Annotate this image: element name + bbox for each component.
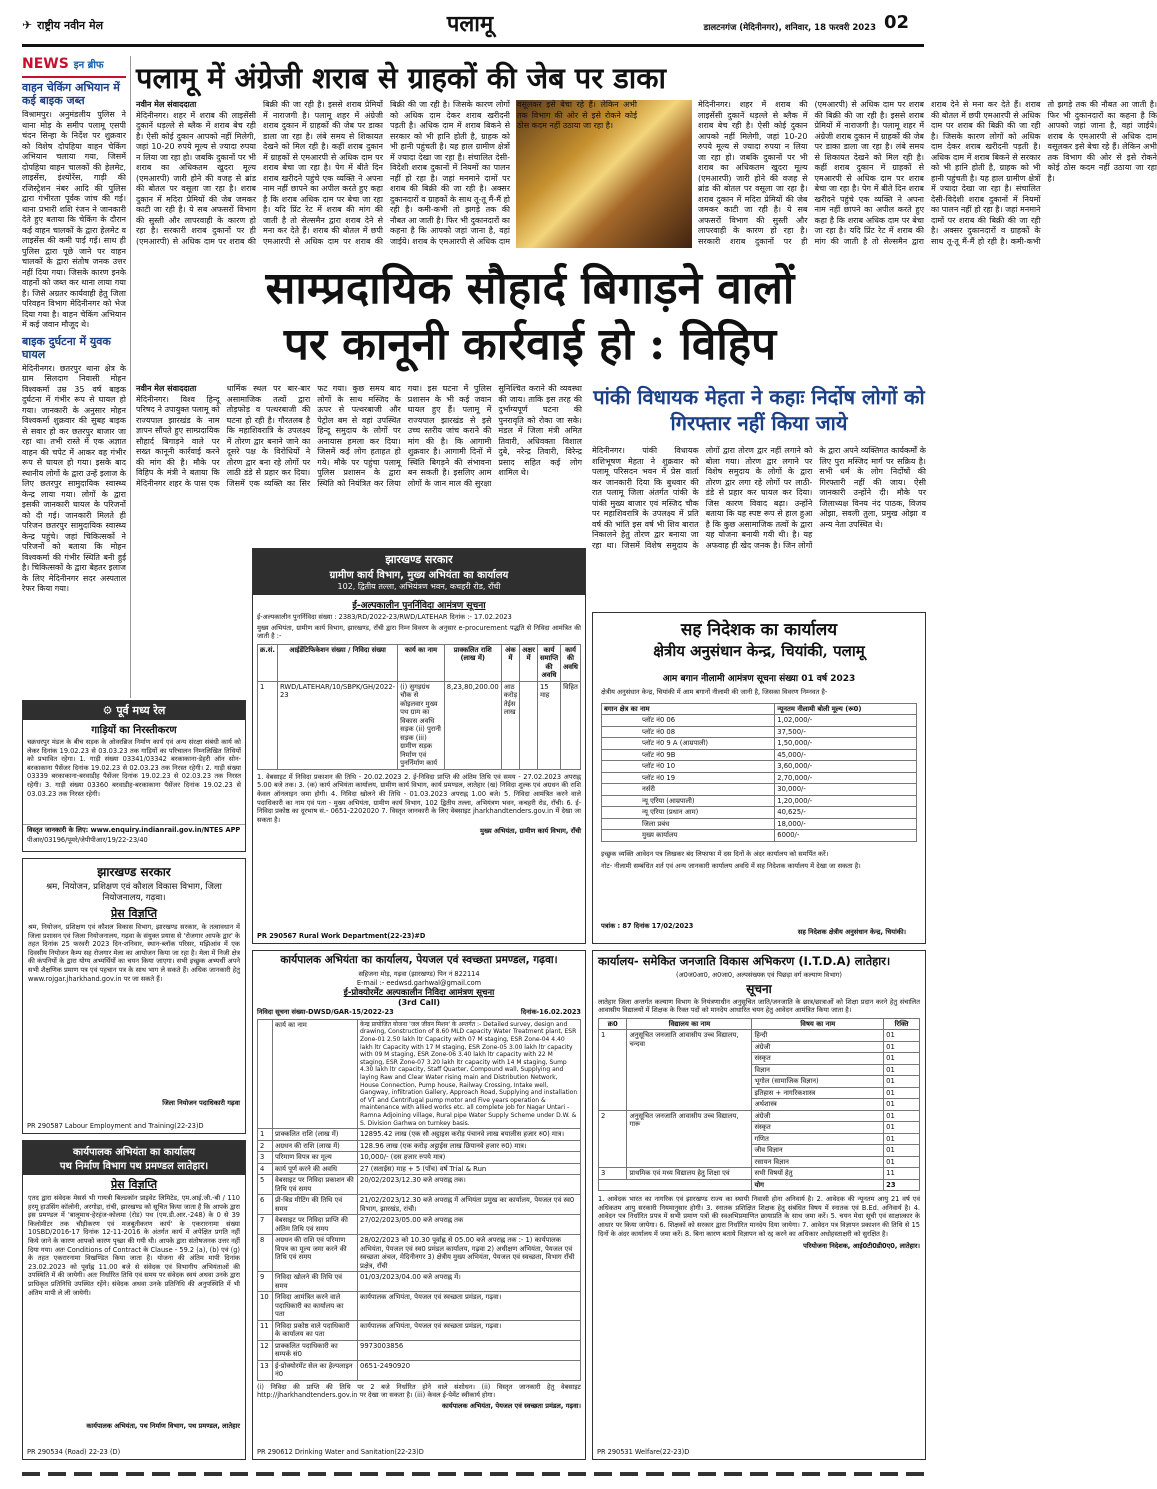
table-row: गणित 01 <box>599 1133 920 1145</box>
railway-body: चक्रधरपुर मंडल के बीच सड़क के ओवरब्रिज निर्माण कार्य एवं अन्य संरक्षा संबंधी कार्य को लेकर दिनांक 19.02.23 से 03.03.23 तक गाड़ियों का परिचालन निम्नलिखित तिथियों को प्रभावित रहेगा। 1. गाड़ी संख्या 03341/03342 बरकाकाना-डेहरी ऑन सोन-बरकाकाना पैसेंजर दिनांक 19.02.23 से 02.03.23 तक निरस्त रहेगी। 2. गाड़ी संख्या 03339 बरकाकाना-बरवाडीह पैसेंजर दिनांक 19.02.23 से 02.03.23 तक निरस्त रहेगी। 3. गाड़ी संख्या 03360 बरवाडीह-बरकाकाना पैसेंजर दिनांक 19.02.23 से 03.03.23 तक निरस्त रहेगी। <box>27 738 241 798</box>
drinking-table <box>257 1019 581 1381</box>
railway-notice <box>22 700 246 852</box>
table-row: 1 अनुसूचित जनजाति आवासीय उच्च विद्यालय, चन्दवा हिन्दी 01 <box>599 1030 920 1042</box>
table-row: संस्कृत 01 <box>599 1053 920 1065</box>
mehta-story <box>592 446 926 602</box>
drinking-ref-right: दिनांक-16.02.2023 <box>520 1008 581 1017</box>
table-row: 8 अग्रधन की राशि एवं परिमाण विपत्र का मूल्य जमा करने की तिथि एवं समय 28/02/2023 को 10.30 पूर्वाह्न से 05.00 बजे अपराह्न तक :- 1) कार्यपालक अभियंता, पेयजल एवं स्व0 प्रमंडल कार्यालय, गढ़वा 2) अधीक्षण अभियंता, पेयजल एवं स्वच्छता अंचल, मेदिनीनगर 3) क्षेत्रीय मुख्य अभियंता, पेयजल एवं स्वच्छता, विभाग राँची प्रक्षेत्र, राँची <box>258 1235 581 1272</box>
chiyanki-title1: सह निदेशक का कार्यालय <box>680 620 838 640</box>
road-pr: PR 290534 (Road) 22-23 (D) <box>27 1448 121 1457</box>
footer-rule <box>22 1472 924 1476</box>
itda-body: 1. आवेदक भारत का नागरिक एवं झारखण्ड राज्य का स्थायी निवासी होना अनिवार्य है। 2. आवेदक की न्यूनतम आयु 21 वर्ष एवं अधिकतम आयु सरकारी नियमानुसार होगी। 3. स्नातक प्रशिक्षित शिक्षक हेतु संबंधित विषय में स्नातक एवं B.Ed. अनिवार्य है। 4. आवेदन पत्र निर्धारित प्रपत्र में सभी प्रमाण पत्रों की स्वअभिप्रमाणित छायाप्रति के साथ जमा करें। 5. चयन मेधा सूची एवं साक्षात्कार के आधार पर किया जायेगा। 6. शिक्षकों को सरकार द्वारा निर्धारित मानदेय दिया जायेगा। 7. आवेदन पत्र विज्ञापन प्रकाशन की तिथि से 15 दिनों के अंदर कार्यालय में जमा करें। 8. बिना कारण बताये विज्ञापन को रद्द करने का अधिकार अधोहस्ताक्षरी को सुरक्षित है। <box>598 1195 920 1238</box>
brief-story2-body: मेदिनीनगर। छतरपुर थाना क्षेत्र के ग्राम सिलदाग निवासी मोहन विश्वकर्मा उम्र 35 वर्ष बाइक दुर्घटना में गंभीर रूप से घायल हो गया। जानकारी के अनुसार मोहन विश्वकर्मा शुक्रवार की सुबह बाइक से सवार हो कर छतरपुर बाजार जा रहा था। तभी रास्ते में एक अज्ञात वाहन की चपेट में आकर वह गंभीर रूप से घायल हो गया। इसके बाद स्थानीय लोगों के द्वारा उन्हें इलाज के लिए छतरपुर सामुदायिक स्वास्थ्य केन्द्र लाया गया। लोगों के द्वारा इसकी जानकारी घायल के परिजनों को दी गई। जानकारी मिलते ही परिजन छतरपुर सामुदायिक स्वास्थ्य केन्द्र पहुंचे। जहां चिकित्सकों ने परिजनों को बताया कि मोहन विश्वकर्मा की गंभीर स्थिति बनी हुई है। चिकित्सकों के द्वारा बेहतर इलाज के लिए मेदिनीनगर सदर अस्पताल रेफर किया गया। <box>22 363 126 593</box>
mehta-headline: पांकी विधायक मेहता ने कहाः निर्दोष लोगों को गिरफ्तार नहीं किया जाये <box>593 385 925 435</box>
liquor-headline: पलामू में अंग्रेजी शराब से ग्राहकों की जेब पर डाका <box>136 61 667 95</box>
bird-icon: ✈ <box>22 18 33 32</box>
rural-tender-sign: मुख्य अभियंता, ग्रामीण कार्य विभाग, राँची <box>480 827 581 836</box>
mehta-body: मेदिनीनगर। पांकी विधायक शशिभूषण मेहता ने शुक्रवार को पलामू परिसदन भवन में प्रेस वार्ता कर जानकारी दिया कि बुधवार की रात पलामू जिला अंतर्गत पांकी के पांकी मुख्य बाजार एवं मस्जिद चौक पर महाशिवरात्रि के उपलक्ष्य में प्रति वर्ष की भांति इस वर्ष भी शिव बारात निकालने हेतु तोरण द्वार बनाया जा रहा था। जिसमें विशेष समुदाय के लोगों द्वारा तोरण द्वार नहीं लगाने को बोला गया। तोरण द्वार लगाने पर विशेष समुदाय के लोगों के द्वारा तोरण द्वार लगा रहे लोगों पर लाठी-डंडे से प्रहार कर घायल कर दिया। जिस कारण विवाद बढ़ा। उन्होंने बताया कि यह स्पष्ट रूप से हाल हुआ है कि कुछ असामाजिक तत्वों के द्वारा यह योजना बनायी गयी थी। है। यह अफवाह ही खेद जनक है। जिन लोगों के द्वारा अपने व्यक्तिगत कार्यकर्मों के लिए पुरा मस्जिद मार्ग पर सक्रिय है। सभी धर्म के लोग निर्दोषों की गिरफ्तारी नहीं की जाय। ऐसी जानकारी उन्होंने दी। मौके पर जिलाध्यक्ष विनय नंद पाठक, विजय ओझा, सवली तुला, प्रमुख ओझा व अन्य नेता उपस्थित थे। <box>592 446 926 550</box>
table-row: 2 अग्रधन की राशि (लाख में) 128.96 लाख (एक करोड़ अट्ठाईस लाख छियानवे हजार रु0) मात्र। <box>258 1140 581 1152</box>
chiyanki-title2: क्षेत्रीय अनुसंधान केन्द्र, चियांकी, पलामू <box>653 642 865 660</box>
rural-tender-title3: 102, द्वितीय तल्ला, अभियंत्रण भवन, कचहरी रोड, राँची <box>337 582 501 591</box>
drinking-email: E-mail :- eedwsd.garhwal@gmail.com <box>356 978 482 987</box>
table-row: कार्य का नाम केन्द्र प्रायोजित योजना 'जल जीवन मिशन' के अन्तर्गत :- Detailed survey, design and drawing, Construction of 8.60 MLD capacity Water Treatment plant, ESR Zone-01 2.50 lakh ltr Capacity with 07 M staging, ESR Zone-04 4.40 lakh ltr Capacity with 17 M staging, ESR Zone-05 3.00 lakh ltr capacity with 09 M staging, ESR Zone-06 3.40 lakh ltr capacity with 22 M staging, ESR Zone-07 3.20 lakh ltr capacity with 14 M staging, Sump 4.30 lakh ltr capacity, Staff Quarter, Compound wall, Supplying and laying Raw and Clear Water rising main and Distribution Network, House Connection, Pump house, Railway Crossing, Intake well, Gangway, infiltration Gallery, Approach Road, Supplying and installation of VT and Centrifugal pump motor and Five years operation & maintenance with allied works etc. all complete job for Nagar Untari - Ramna Adjoining village, Rural pipe Water Supply Scheme under D.W. & S. Division Garhwa on turnkey basis. <box>258 1019 581 1128</box>
drinking-water-tender <box>252 950 586 1460</box>
liquor-story <box>136 100 1157 250</box>
masthead-logo: ✈ राष्ट्रीय नवीन मेल <box>22 18 104 32</box>
column-divider <box>130 56 131 698</box>
table-row: प्लॉट नं0 9 A (आम्रपाली) 1,50,000/- <box>602 738 917 750</box>
table-row: 9 निविदा खोलने की तिथि एवं समय 01/03/2023/04.00 बजे अपराह्न में। <box>258 1272 581 1292</box>
railway-logo-icon: ⚙ <box>102 704 113 717</box>
itda-intro: लातेहार जिला अन्तर्गत कल्याण विभाग के नियंत्रणाधीन अनुसूचित जाति/जनजाति के छात्र/छात्राओं को शिक्षा प्रदान करने हेतु संचालित आवासीय विद्यालयों में शिक्षक के रिक्त पदों को मानदेय आधारित चयन हेतु आवेदन आमंत्रित किया जाता है। <box>598 997 920 1015</box>
rural-tender-ref: ई-अल्पकालीन पुनर्निविदा संख्या : 2383/RD/2022-23/RWD/LATEHAR दिनांक :- 17.02.2023 <box>257 613 512 621</box>
table-row: 13 ई-प्रोक्योरमेंट सेल का हेल्पलाइन नं0 0651-2490920 <box>258 1360 581 1380</box>
table-row: प्लॉट नं0 08 37,500/- <box>602 726 917 738</box>
table-row: 4 कार्य पूर्ण करने की अवधि 27 (सताईस) माह + 5 (पाँच) वर्ष Trial & Run <box>258 1163 581 1175</box>
table-row: 1 RWD/LATEHAR/10/SBPK/GH/2022-23 (i) सुगड़ग्रंथ चौक से कोइलवार मुख्य पथ ग्राम का विकास अवधि सड़क (ii) पुरानी सड़क (iii) ग्रामीण सड़क निर्माण एवं पुनर्निर्माण कार्य 8,23,80,200.00 आठ करोड़ तेईस लाख 15 माह विहित <box>258 681 581 769</box>
drinking-address: सहिजना मोड़, गढ़वा (झारखण्ड) पिन नं 822114 <box>358 970 480 978</box>
itda-table <box>598 1018 920 1192</box>
road-body: एतद द्वारा संवेदक मेसर्स भी गायत्री बिल्डकॉन प्राइवेट लिमिटेड, एम.आई.जी.-बी / 110 हरमू हाउसिंग कॉलोनी, अरगोड़ा, रांची, झारखण्ड को सूचित किया जाता है कि आपके द्वारा इस प्रमण्डल में 'बालूमाथ-हेरहंज-कोलमा (रोड) पथ (एम.डी.आर.-248) के 0 से 39 किलोमीटर तक चौड़ीकरण एवं मजबूतीकरण कार्य' के एकरारनामा संख्या 10SBD/2016-17 दिनांक 12-11-2016 के अंतर्गत कार्य में अपेक्षित प्रगति नहीं किये जाने के कारण आपको कारण पृच्छा की गयी थी। आपके द्वारा संतोषजनक उत्तर नहीं दिया गया। अतः Conditions of Contract के Clause - 59.2 (a), (b) एवं (g) के तहत एकरारनामा विखण्डित किया जाता है। योजना की अंतिम मापी दिनांक 23.02.2023 को पूर्वाह्न 11.00 बजे से संवेदक एवं विभागीय अभियंताओं की उपस्थिति में की जायेगी। अतः निर्धारित तिथि एवं समय पर संवेदक स्वयं अथवा उनके द्वारा प्राधिकृत प्रतिनिधि उपस्थित रहेंगे। संवेदक अथवा उनके प्रतिनिधि की अनुपस्थिति में भी अंतिम मापी ले ली जायेगी। <box>28 1194 240 1297</box>
table-row: विज्ञान 01 <box>599 1064 920 1076</box>
brief-story1-title: वाहन चेकिंग अभियान में कई बाइक जब्त <box>22 81 120 107</box>
labour-pr: PR 290587 Labour Employment and Training(22-23)D <box>27 1122 204 1131</box>
labour-title1: झारखण्ड सरकार <box>97 865 171 879</box>
table-row: प्लॉट नं0 9B 45,000/- <box>602 749 917 761</box>
dateline: डालटनगंज (मेदिनीनगर), शनिवार, 18 फरवरी 2023 <box>703 23 876 33</box>
table-header-row: बगान क्षेत्र का नाम न्यूनतम नीलामी बोली मूल्य (रू0) <box>602 703 917 715</box>
rural-tender-title2: ग्रामीण कार्य विभाग, मुख्य अभियंता का कार्यालय <box>329 570 509 581</box>
table-row: जिला प्रबंध 18,000/- <box>602 818 917 830</box>
brief-story1-body: विश्रामपुर। अनुमंडलीय पुलिस ने थाना मोड़ के समीप पलामू एसपी चंदन सिन्हा के निर्देश पर शुक्रवार को विशेष दोपहिया वाहन चेकिंग अभियान चलाया गया, जिसमें दोपहिया वाहन चालकों की हेलमेट, लाइसेंस, इंश्योरेंस, गाड़ी की रजिस्ट्रेशन नंबर आदि की पुलिस द्वारा गंभीरता पूर्वक जांच की गई। थाना प्रभारी शशि रंजन ने जानकारी देते हुए बताया कि चेकिंग के दौरान कई वाहन चालकों के द्वारा हेलमेट व लाइसेंस की कमी पाई गई। साथ ही पुलिस द्वारा पूछे जाने पर वाहन चालकों के द्वारा संतोष जनक उत्तर नहीं दिया गया। जिसके कारण इनके वाहनों को जब्त कर थाना लाया गया है। जिसे अग्रतर कार्यवाही हेतु जिला परिवहन विभाग मेदिनीनगर को भेज दिया गया है। वाहन चेकिंग अभियान में कई जवान मौजूद थे। <box>22 110 126 329</box>
itda-pr: PR 290531 Welfare(22-23)D <box>597 1448 690 1457</box>
itda-notice <box>592 950 926 1460</box>
brief-rule <box>22 76 126 78</box>
table-row: मुख्य कार्यालय 6000/- <box>602 830 917 842</box>
liquor-byline: नवीन मेल संवाददाता <box>136 100 197 109</box>
chiyanki-table-body <box>602 715 917 842</box>
table-row: न्यू एरिया (आम्रपाली) 1,20,000/- <box>602 795 917 807</box>
vhp-body: मेदिनीनगर। विश्व हिन्दू परिषद ने उपायुक्त पलामू को राज्यपाल झारखंड के नाम ज्ञापन सौंपते हुए साम्प्रदायिक सौहार्द बिगाड़ने वाले पर सख्त कानूनी कार्रवाई करने की मांग की है। मौके पर विहिप के मंत्री ने बताया कि मेदिनीनगर शहर के पास एक धार्मिक स्थल पर बार-बार असामाजिक तत्वों द्वारा तोड़फोड़ व पत्थरबाजी की घटना हो रही है। गौरतलब है कि महाशिवरात्रि के उपलक्ष्य में तोरण द्वार बनाने जाने का दूसरे पक्ष के विरोधियों ने तोरण द्वार बना रहे लोगों पर लाठी डंडे से प्रहार कर दिया। जिसमें एक व्यक्ति का सिर फट गया। कुछ समय बाद लोगों के साथ मस्जिद के ऊपर से पत्थरबाजी और पेट्रोल बम से वहां उपस्थित हिन्दू समुदाय के लोगों पर अनायास हमला कर दिया। जिसमें कई लोग हताहत हो गये। मौके पर पहुंचा पलामू पुलिस प्रशासन के द्वारा स्थिति को नियंत्रित कर लिया गया। इस घटना में पुलिस प्रशासन के भी कई जवान घायल हुए हैं। पलामू में राज्यपाल झारखंड से इसे उच्च स्तरीय जांच कराने की मांग की है। कि आगामी शुक्रवार है। आगामी दिनों में स्थिति बिगड़ने की संभावना बन सकती है। इसलिए आम लोगों के जान माल की सुरक्षा सुनिश्चित कराने की व्यवस्था की जाय। ताकि इस तरह की दुर्भाग्यपूर्ण घटना की पुनरावृति को रोका जा सके। मंडल में जिला मंत्री अमित तिवारी, अधिवक्ता विशाल दुबे, नरेन्द्र तिवारी, विरेन्द्र प्रसाद सहित कई लोग शामिल थे। <box>136 384 582 488</box>
rural-tender-title1: झारखण्ड सरकार <box>385 553 453 566</box>
labour-subtitle: प्रेस विज्ञप्ति <box>110 907 158 920</box>
drinking-call: (3rd Call) <box>397 998 441 1008</box>
liquor-body-continued: मेदिनीनगर। शहर में शराब की लाइसेंसी दुकानें धड़ल्ले से ब्लैक में शराब बेच रही है। ऐसी कोई दुकान आपको नहीं मिलेगी, जहां 10-20 रुपये मूल्य से ज्यादा रुपया न लिया जा रहा हो। जबकि दुकानों पर भी शराब का अधिकतम खुदरा मूल्य (एमआरपी) जारी होने की वजह से ब्रांड की बोतल पर वसूला जा रहा है। शराब दुकान में मदिरा प्रेमियों की जेब जमकर काटी जा रही है। ये सब अफसरों विभाग की सुस्ती और लापरवाही के कारण हो रहा है। सरकारी शराब दुकानों पर ही (एमआरपी) से अधिक दाम पर शराब की बिक्री की जा रही है। इससे शराब प्रेमियों में नाराजगी है। पलामू शहर में अंग्रेजी शराब दुकान में ग्राहकों की जेब पर डाका डाला जा रहा है। लंबे समय से शिकायत देखने को मिल रही है। कहीं शराब दुकान में ग्राहकों से एमआरपी से अधिक दाम पर शराब बेचा जा रहा है। पेग में बीते दिन शराब खरीदने पहुंचे एक व्यक्ति ने अपना नाम नहीं छापने का अपील करते हुए कहा है कि शराब अधिक दाम पर बेचा जा रहा है। यदि प्रिंट रेट में शराब की मांग की जाती है तो सेल्समैन द्वारा शराब देने से मना कर देते हैं। शराब की बोतल में छपी एमआरपी से अधिक दाम पर शराब की बिक्री की जा रही है। जिसके कारण लोगों को अधिक दाम देकर शराब खरीदनी पड़ती है। अधिक दाम में शराब बिकने से सरकार को भी हानि होती है, ग्राहक को भी हानी पहुंचती है। यह हाल ग्रामीण क्षेत्रों में ज्यादा देखा जा रहा है। संचालित देसी-विदेशी शराब दुकानों में नियमों का पालन नहीं हो रहा है। जहां मनमाने दामों पर शराब की बिक्री की जा रही है। अक्सर दुकानदारों व ग्राहकों के साथ तू-तू मैं-मैं हो रही है। कमी-कभी तो झगड़े तक की नौबत आ जाती है। फिर भी दुकानदारों का कहना है कि आपको जहां जाना है, वहां जाईये। शराब के एमआरपी से अधिक दाम वसूलकर इसे बेचा रहे हैं। लेकिन अभी तक विभाग की ओर से इसे रोकने कोई ठोस कदम नहीं उठाया जा रहा है। <box>698 100 1157 246</box>
table-total-row: योग 23 <box>599 1179 920 1191</box>
table-row: 3 परिमाण विपत्र का मूल्य 10,000/- (दस हजार रुपये मात्र) <box>258 1152 581 1164</box>
masthead-rule <box>22 44 924 47</box>
vhp-headline-line1: साम्प्रदायिक सौहार्द बिगाड़ने वालों <box>265 263 795 314</box>
drinking-pr: PR 290612 Drinking Water and Sanitation(22-23)D <box>257 1448 424 1457</box>
table-row: इतिहास + नागरिकशास्त्र 01 <box>599 1087 920 1099</box>
rural-tender-pr: PR 290567 Rural Work Department(22-23)#D <box>257 932 426 941</box>
section-title: पलामू <box>446 11 494 37</box>
table-row: 12 प्राक्कलित पदाधिकारी का सम्पर्क सं0 9973003856 <box>258 1340 581 1360</box>
table-row: 7 वेबसाइट पर निविदा प्राप्ति की अंतिम तिथि एवं समय 27/02/2023/05.00 बजे अपराह्न तक <box>258 1215 581 1235</box>
vhp-story <box>136 384 582 544</box>
drinking-notice-title: ई-प्रोक्योरमेंट अल्पकालीन निविदा आमंत्रण सूचना <box>343 988 495 999</box>
table-row: 6 प्री-बिड मीटिंग की तिथि एवं समय 21/02/2023/12.30 बजे अपराह्न में अभियंता प्रमुख का कार्यालय, पेयजल एवं स्व0 विभाग, झारखंड, रांची। <box>258 1195 581 1215</box>
table-row: 3 प्राथमिक एवं मध्य विद्यालय हेतु शिक्षा एवं सभी विषयों हेतु 11 <box>599 1168 920 1180</box>
chiyanki-body: इच्छुक व्यक्ति आवेदन पत्र लिखकर बंद लिफाफा में दस दिनों के अंदर कार्यालय को समर्पित करें। <box>601 849 829 858</box>
itda-title: कार्यालय- समेकित जनजाति विकास अभिकरण (I.T.D.A) लातेहार। <box>598 954 891 968</box>
table-row: 11 निविदा प्रकोष्ठ वाले पदाधिकारी के कार्यालय का पता कार्यपालक अभियंता, पेयजल एवं स्वच्छता प्रमंडल, गढ़वा। <box>258 1320 581 1340</box>
table-row: प्लॉट नं0 19 2,70,000/- <box>602 772 917 784</box>
road-subtitle: प्रेस विज्ञप्ति <box>110 1178 158 1191</box>
labour-press-release <box>22 858 246 1134</box>
news-brief-label: NEWS इन ब्रीफ <box>22 56 104 72</box>
table-row: भूगोल (सामाजिक विज्ञान) 01 <box>599 1076 920 1088</box>
table-row: 10 निविदा आमंत्रित करने वाले पदाधिकारी का कार्यालय का पता कार्यपालक अभियंता, पेयजल एवं स्वच्छता प्रमंडल, गढ़वा। <box>258 1292 581 1321</box>
table-header-row: क्र0 विद्यालय का नाम विषय का नाम रिक्ति <box>599 1018 920 1030</box>
itda-sub: (अ0ज0आ0, अ0जा0, अल्पसंख्यक एवं पिछड़ा वर्ग कल्याण विभाग) <box>676 971 842 979</box>
rural-tender-notes: 1. वेबसाइट में निविदा प्रकाशन की तिथि - 20.02.2023 2. ई-निविदा प्राप्ति की अंतिम तिथि एवं समय - 27.02.2023 अपराह्न 5.00 बजे तक। 3. (क) कार्य अभियंता कार्यालय, ग्रामीण कार्य विभाग, कार्य प्रमण्डल, लातेहार (ख) निविदा शुल्क एवं अग्रधन की राशि केवल ऑनलाइन जमा होगी। 4. निविदा खोलने की तिथि - 01.03.2023 अपराह्न 1.00 बजे। 5. निविदा आमंत्रित करने वाले पदाधिकारी का नाम एवं पता - मुख्य अभियंता, ग्रामीण कार्य विभाग, 102 द्वितीय तल्ला, अभियंत्रण भवन, कचहरी रोड, राँची। 6. ई-निविदा प्रकोष्ठ का दूरभाष सं.- 0651-2202020 7. विस्तृत जानकारी के लिए वेबसाइट jharkhandtenders.gov.in में देखा जा सकता है। <box>257 772 581 824</box>
rural-tender-notice-title: ई-अल्पकालीन पुनर्निविदा आमंत्रण सूचना <box>352 601 486 611</box>
table-row: नर्सरी 30,000/- <box>602 784 917 796</box>
drinking-table-body <box>258 1129 581 1381</box>
table-row: 1 प्राक्कलित राशि (लाख में) 12895.42 लाख (एक सौ अट्ठाइस करोड़ पंचानवे लाख बयालीस हजार रु0) मात्र। <box>258 1129 581 1141</box>
vhp-byline: नवीन मेल संवाददाता <box>136 384 197 393</box>
labour-body: श्रम, नियोजन, प्रशिक्षण एवं कौशल विकास विभाग, झारखण्ड सरकार, के तत्वावधान में जिला प्रशासन एवं जिला नियोजनालय, गढ़वा के संयुक्त प्रयास से 'रोजगार आपके द्वार' के तहत दिनांक 25 फरवरी 2023 दिन-शनिवार, स्थान-ब्लॉक परिसर, मझिआंव में एक दिवसीय नियोजन कैम्प सह रोजगार मेला का आयोजन किया जा रहा है। मेला में निजी क्षेत्र की कंपनियों के द्वारा योग्य अभ्यर्थियों का चयन किया जाएगा। सभी इच्छुक अभ्यर्थी अपने सभी शैक्षणिक प्रमाण पत्र एवं पहचान पत्र के साथ भाग ले सकते हैं। अधिक जानकारी हेतु www.rojgar.jharkhand.gov.in पर जा सकते हैं। <box>28 923 240 983</box>
table-row: संस्कृत 01 <box>599 1122 920 1134</box>
road-title2: पथ निर्माण विभाग पथ प्रमण्डल लातेहार। <box>59 1161 209 1172</box>
table-row: जीव विज्ञान 01 <box>599 1145 920 1157</box>
chiyanki-sign: सह निदेशक क्षेत्रीय अनुसंधान केन्द्र, चियांकी। <box>797 928 907 937</box>
drinking-title: कार्यपालक अभियंता का कार्यालय, पेयजल एवं स्वच्छता प्रमण्डल, गढ़वा। <box>280 954 558 966</box>
table-row: प्लॉट नं0 06 1,02,000/- <box>602 715 917 727</box>
chiyanki-auction-notice <box>592 612 926 944</box>
table-row: न्यू एरिया (प्रधान आम) 40,625/- <box>602 807 917 819</box>
vhp-headline-line2: पर कानूनी कार्रवाई हो : विहिप <box>283 319 777 370</box>
rural-tender-table <box>257 644 581 770</box>
road-sign: कार्यपालक अभियंता, पथ निर्माण विभाग, पथ प्रमण्डल, लातेहार <box>86 1422 240 1430</box>
chiyanki-patrank: पत्रांक : 87 दिनांक 17/02/2023 <box>601 922 694 931</box>
table-row: 5 वेबसाइट पर निविदा प्रकाशन की तिथि एवं समय 20/02/2023/12.30 बजे अपराह्न तक। <box>258 1175 581 1195</box>
brief-story2-title: बाइक दुर्घटना में युवक घायल <box>22 334 111 361</box>
table-row: अंग्रेजी 01 <box>599 1041 920 1053</box>
labour-sign: जिला नियोजन पदाधिकारी गढ़वा <box>162 1099 240 1107</box>
railway-code: पीआर/03196/पूमरे/जेपीपीआर/19/22-23/40 <box>27 835 148 844</box>
chiyanki-note: नोट- नीलामी सम्बंधित शर्त एवं अन्य जानकारी कार्यालय अवधि में सह निदेशक कार्यालय में देखा जा सकता है। <box>601 862 861 871</box>
labour-title2: श्रम, नियोजन, प्रशिक्षण एवं कौशल विकास विभाग, जिला नियोजनालय, गढ़वा। <box>46 882 222 903</box>
chiyanki-notice: आम बगान नीलामी आमंत्रण सूचना संख्या 01 वर्ष 2023 <box>662 674 856 684</box>
news-brief-column <box>22 56 126 698</box>
table-row: रसायन विज्ञान 01 <box>599 1156 920 1168</box>
table-row: 2 अनुसूचित जनजाति आवासीय उच्च विद्यालय, गारू अंग्रेजी 01 <box>599 1110 920 1122</box>
chiyanki-intro: क्षेत्रीय अनुसंधान केन्द्र, चियांकी में आम बगानों नीलामी की जानी है, जिसका विवरण निम्नवत है- <box>601 688 828 696</box>
rural-works-tender <box>252 548 586 944</box>
liquor-body: मेदिनीनगर। शहर में शराब की लाइसेंसी दुकानें धड़ल्ले से ब्लैक में शराब बेच रही है। ऐसी कोई दुकान आपको नहीं मिलेगी, जहां 10-20 रुपये मूल्य से ज्यादा रुपया न लिया जा रहा हो। जबकि दुकानों पर भी शराब का अधिकतम खुदरा मूल्य (एमआरपी) जारी होने की वजह से ब्रांड की बोतल पर वसूला जा रहा है। शराब दुकान में मदिरा प्रेमियों की जेब जमकर काटी जा रही है। ये सब अफसरों विभाग की सुस्ती और लापरवाही के कारण हो रहा है। सरकारी शराब दुकानों पर ही (एमआरपी) से अधिक दाम पर शराब की बिक्री की जा रही है। इससे शराब प्रेमियों में नाराजगी है। पलामू शहर में अंग्रेजी शराब दुकान में ग्राहकों की जेब पर डाका डाला जा रहा है। लंबे समय से शिकायत देखने को मिल रही है। कहीं शराब दुकान में ग्राहकों से एमआरपी से अधिक दाम पर शराब बेचा जा रहा है। पेग में बीते दिन शराब खरीदने पहुंचे एक व्यक्ति ने अपना नाम नहीं छापने का अपील करते हुए कहा है कि शराब अधिक दाम पर बेचा जा रहा है। यदि प्रिंट रेट में शराब की मांग की जाती है तो सेल्समैन द्वारा शराब देने से मना कर देते हैं। शराब की बोतल में छपी एमआरपी से अधिक दाम पर शराब की बिक्री की जा रही है। जिसके कारण लोगों को अधिक दाम देकर शराब खरीदनी पड़ती है। अधिक दाम में शराब बिकने से सरकार को भी हानि होती है, ग्राहक को भी हानी पहुंचती है। यह हाल ग्रामीण क्षेत्रों में ज्यादा देखा जा रहा है। संचालित देसी-विदेशी शराब दुकानों में नियमों का पालन नहीं हो रहा है। जहां मनमाने दामों पर शराब की बिक्री की जा रही है। अक्सर दुकानदारों व ग्राहकों के साथ तू-तू मैं-मैं हो रही है। कमी-कभी तो झगड़े तक की नौबत आ जाती है। फिर भी दुकानदारों का कहना है कि आपको जहां जाना है, वहां जाईये। शराब के एमआरपी से अधिक दाम वसूलकर इसे बेचा रहे हैं। लेकिन अभी तक विभाग की ओर से इसे रोकने कोई ठोस कदम नहीं उठाया जा रहा है। <box>136 100 637 246</box>
road-title1: कार्यपालक अभियंता का कार्यालय <box>72 1147 196 1158</box>
drinking-sign: कार्यपालक अभियंता, पेयजल एवं स्वच्छता प्रमंडल, गढ़वा। <box>441 1401 581 1410</box>
road-press-release <box>22 1140 246 1460</box>
table-header-row: क्र.सं. आईडेंटिफिकेशन संख्या / निविदा संख्या कार्य का नाम प्राक्कलित राशि (लाख में) अंक में अक्षर में कार्य समाप्ति की अवधि कार्य की अवधि <box>258 644 581 681</box>
itda-sign: परियोजना निदेशक, आई0टी0डी0ए0, लातेहार। <box>803 1242 920 1251</box>
drinking-note: (i) निविदा की प्राप्ति की तिथि पर 2 बजे निर्धारित होने वाले संशोधन। (ii) विस्तृत जानकारी हेतु वेबसाइट http://jharkhandtenders.gov.in पर देखा जा सकता है। (iii) केवल ई-पेमेंट स्वीकार्य होगा। <box>257 1382 581 1400</box>
table-row: अर्थशास्त्र 01 <box>599 1099 920 1111</box>
railway-footer: विस्तृत जानकारी के लिए: www.enquiry.indianrail.gov.in/NTES APP <box>23 824 245 836</box>
itda-table-body <box>599 1030 920 1191</box>
railway-title: गाड़ियों का निरस्तीकरण <box>91 725 177 736</box>
railway-header: ⚙ पूर्व मध्य रेल <box>23 701 245 720</box>
drinking-ref-left: निविदा सूचना संख्या-DWSD/GAR-15/2022-23 <box>257 1008 394 1017</box>
page-number: 02 <box>884 12 910 33</box>
rural-tender-intro: मुख्य अभियंता, ग्रामीण कार्य विभाग, झारखण्ड, राँची द्वारा निम्न विवरण के अनुसार e-procurement पद्धति से निविदा आमंत्रित की जाती है :- <box>257 623 581 641</box>
table-row: प्लॉट नं0 10 3,60,000/- <box>602 761 917 773</box>
chiyanki-table <box>601 703 917 842</box>
itda-notice-title: सूचना <box>746 981 772 996</box>
